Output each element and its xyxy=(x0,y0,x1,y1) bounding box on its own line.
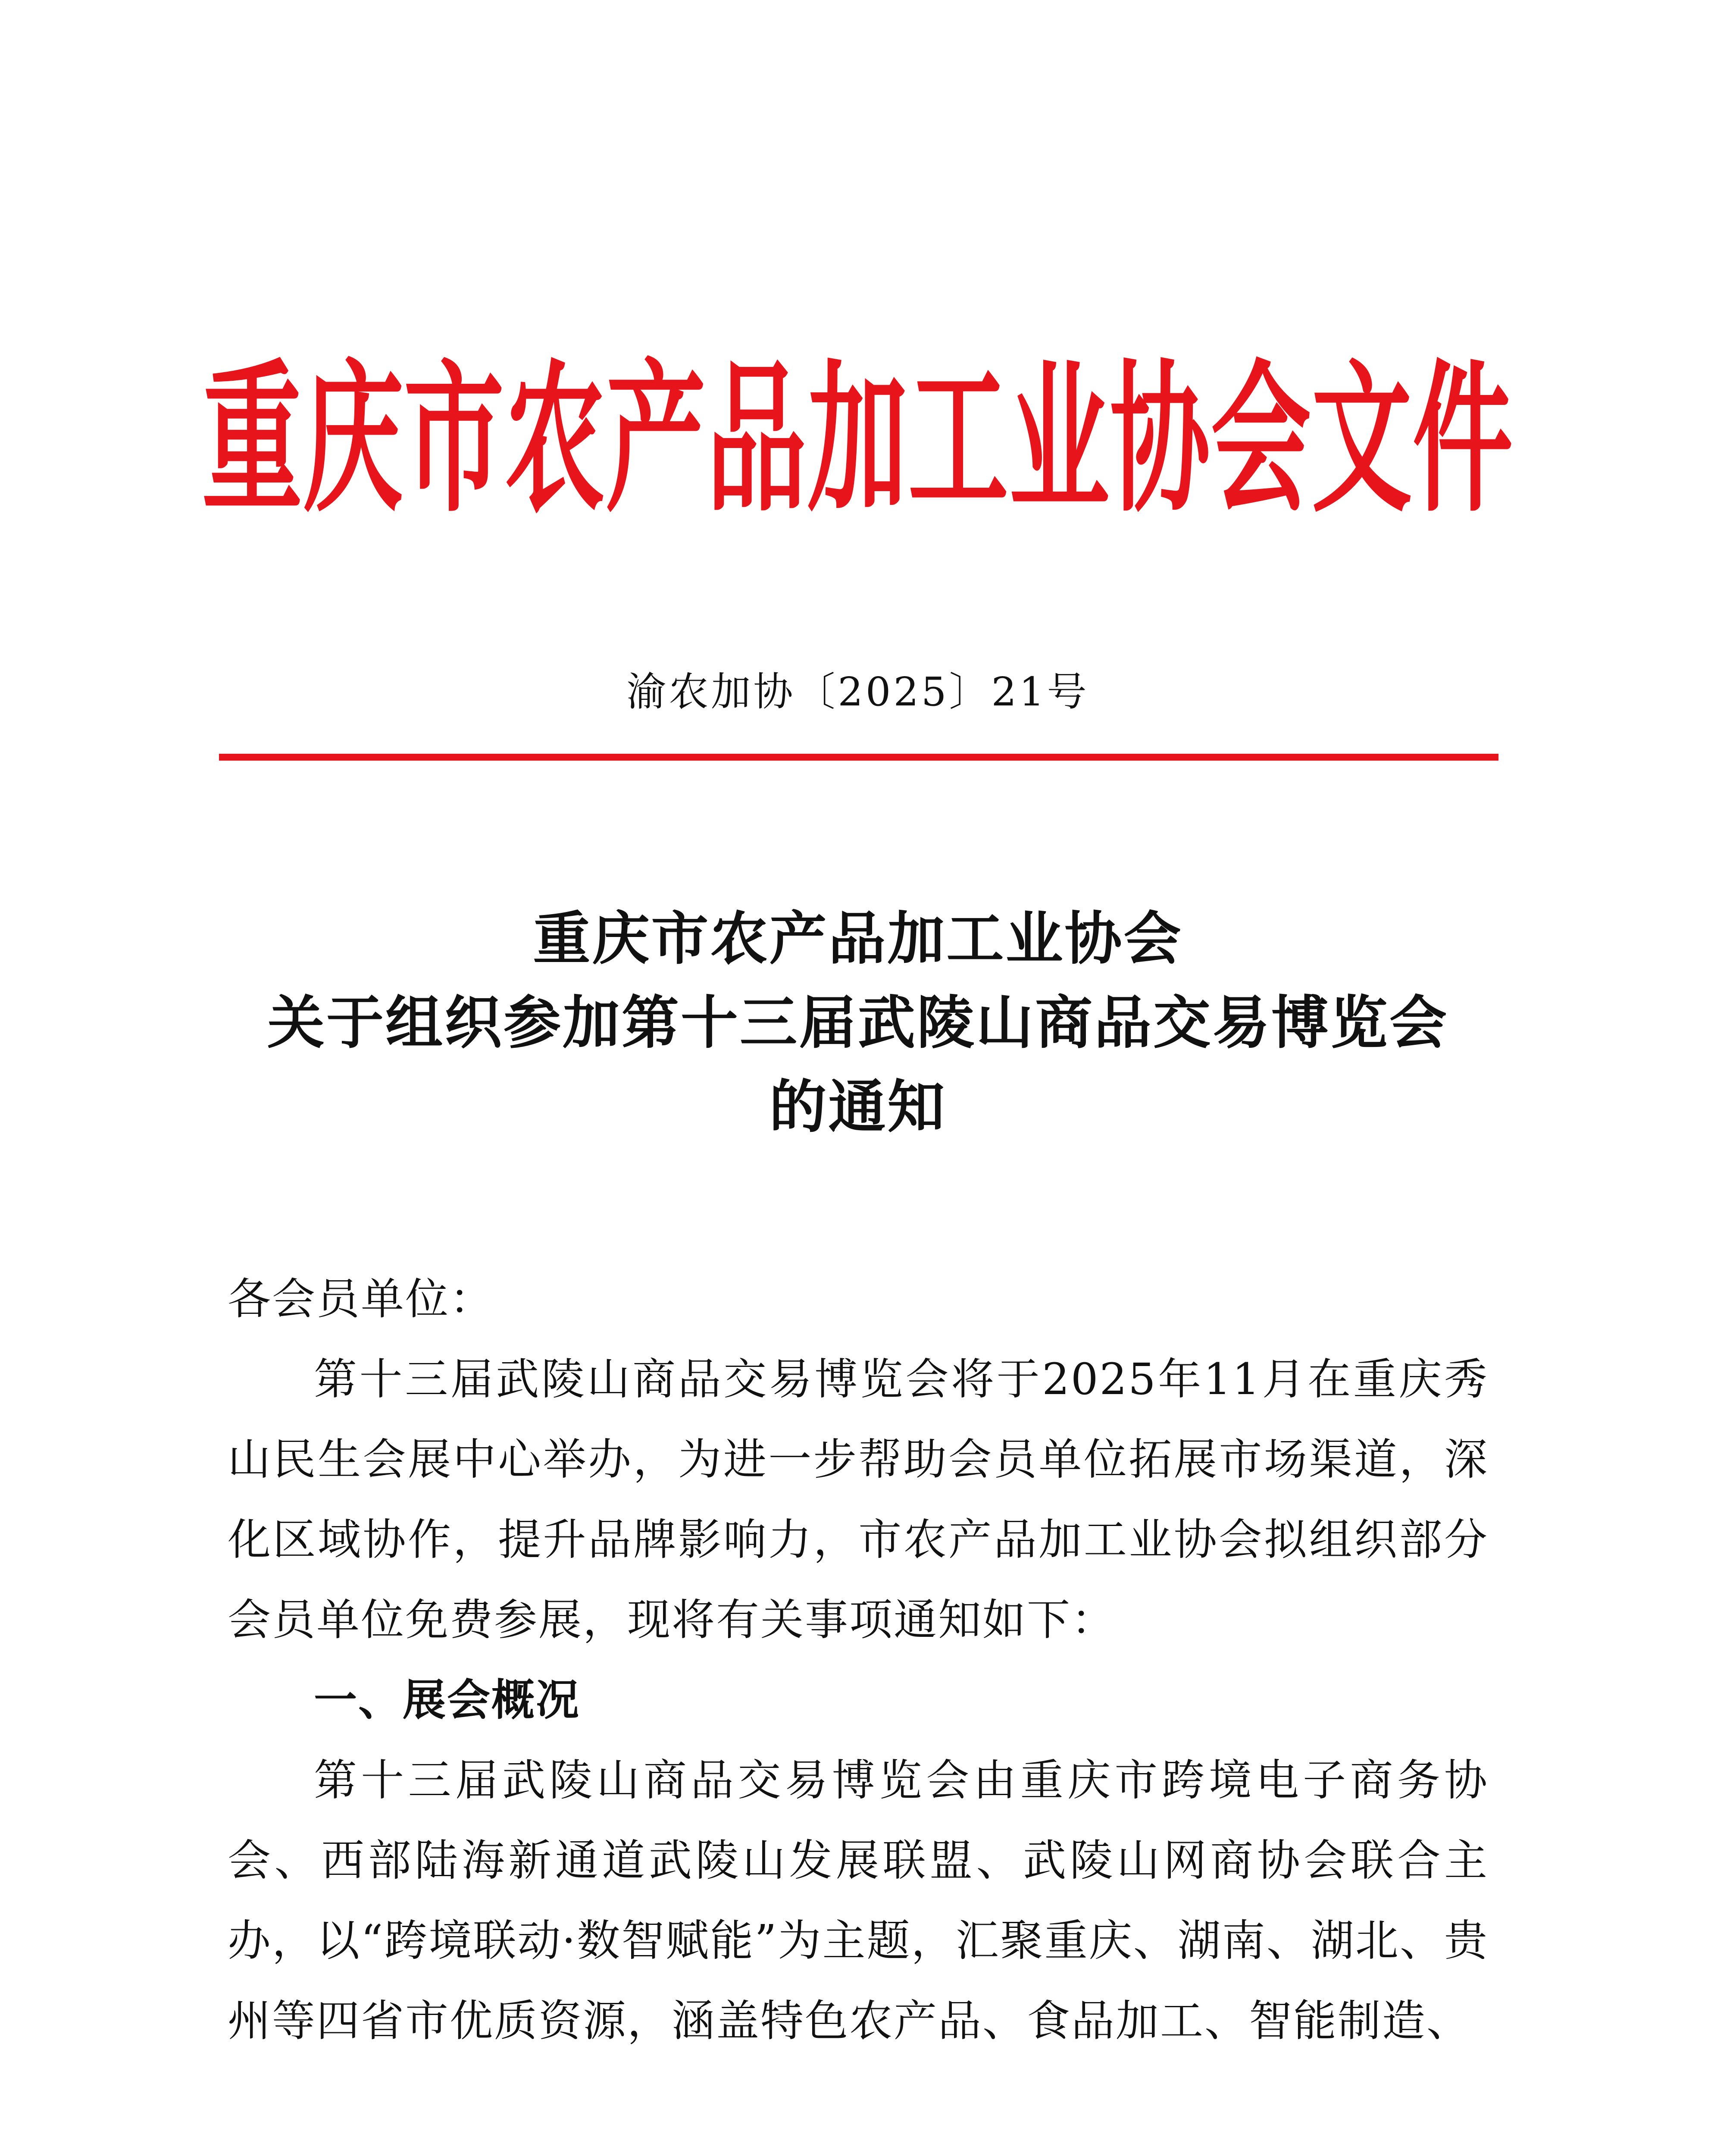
title-line-3: 的通知 xyxy=(769,1073,947,1141)
body-paragraph: 第十三届武陵山商品交易博览会由重庆市跨境电子商务协会、西部陆海新通道武陵山发展联盟、武陵山网商协会联合主办，以“跨境联动·数智赋能”为主题，汇聚重庆、湖南、湖北、贵州等四省市优质资源，涵盖特色农产品、食品加工、智能制造、 xyxy=(228,1755,1489,2046)
red-separator-line xyxy=(219,754,1498,761)
masthead xyxy=(202,345,1514,534)
document-body xyxy=(228,1259,1489,2061)
document-number: 渝农加协〔2025〕21号 xyxy=(626,669,1089,715)
title-line-1: 重庆市农产品加工业协会 xyxy=(533,905,1183,972)
salutation: 各会员单位： xyxy=(228,1274,494,1324)
section-heading: 一、展会概况 xyxy=(314,1675,580,1725)
masthead-title: 重庆市农产品加工业协会文件 xyxy=(202,345,1514,534)
notice-title xyxy=(216,897,1500,1149)
title-line-2: 关于组织参加第十三届武陵山商品交易博览会 xyxy=(267,989,1448,1056)
body-paragraph: 第十三届武陵山商品交易博览会将于2025年11月在重庆秀山民生会展中心举办，为进一步帮助会员单位拓展市场渠道，深化区域协作，提升品牌影响力，市农产品加工业协会拟组织部分会员单位免费参展，现将有关事项通知如下： xyxy=(228,1354,1489,1645)
